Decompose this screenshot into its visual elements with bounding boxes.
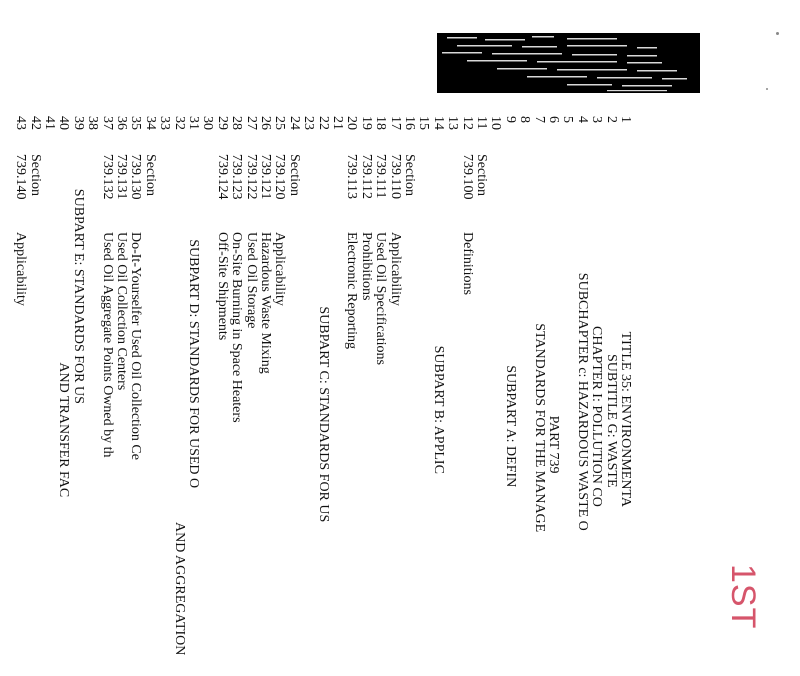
document-line [243,116,257,676]
section-title: Applicability [13,232,29,306]
line-number: 39 [70,116,86,130]
line-number: 15 [416,116,432,130]
heading-text: SUBPART E: STANDARDS FOR US [70,188,86,404]
document-line [488,116,502,676]
line-number: 4 [574,116,590,123]
line-number: 8 [517,116,533,123]
heading-text: SUBPART C: STANDARDS FOR US [315,306,331,523]
line-number: 32 [171,116,187,130]
document-line [214,116,228,676]
section-number: 739.111 [373,154,389,199]
line-number: 26 [258,116,273,130]
document-line [70,116,84,676]
line-number: 12 [459,116,475,130]
line-number: 1 [618,116,633,123]
line-number: 20 [344,116,360,130]
section-number: 739.123 [229,154,245,200]
rotated-text-block [13,116,633,676]
section-title: Prohibitions [358,232,374,301]
document-line [99,116,113,676]
scanned-header-bar [437,33,700,93]
line-number: 43 [13,116,29,130]
line-number: 36 [114,116,129,130]
heading-text: SUBCHAPTER c: HAZARDOUS WASTE O [574,272,590,531]
line-number: 18 [373,116,389,130]
scan-speck [776,32,779,35]
heading-text: SUBTITLE G: WASTE [603,354,619,488]
section-number: 739.100 [459,154,475,200]
line-number: 33 [157,116,173,130]
document-line [416,116,430,676]
line-number: 35 [128,116,144,130]
line-number: 28 [229,116,245,130]
line-number: 23 [301,116,317,130]
line-number: 42 [27,116,43,130]
section-title: Used Oil Collection Centers [114,232,129,391]
section-number: 739.120 [272,154,288,200]
stamp-text: 1ST [724,564,762,630]
section-number: 739.131 [114,154,129,200]
document-line [186,116,200,676]
heading-text: SUBPART D: STANDARDS FOR USED O [186,239,201,489]
document-line [546,116,560,676]
line-number: 14 [430,116,446,130]
heading-text: CHAPTER I: POLLUTION CO [589,326,605,507]
line-number: 9 [502,116,518,123]
section-title: On-Site Burning in Space Heaters [229,232,245,423]
document-line [142,116,156,676]
document-line [56,116,70,676]
section-title: Hazardous Waste Mixing [258,232,273,374]
document-line [272,116,286,676]
document-line [229,116,243,676]
heading-text: PART 739 [546,415,561,474]
section-number: 739.121 [258,154,273,200]
line-number: 34 [142,116,158,130]
line-number: 3 [589,116,605,123]
document-line [258,116,272,676]
line-number: 10 [488,116,504,130]
section-number: Section [142,154,158,196]
document-line [387,116,401,676]
document-line [474,116,488,676]
section-title: Definitions [459,232,475,295]
section-title: Applicability [272,232,288,306]
document-line [301,116,315,676]
section-number: Section [402,154,417,196]
section-number: 739.112 [358,154,374,199]
section-title: Used Oil Specifications [373,232,389,365]
line-number: 40 [56,116,72,130]
heading-text: SUBPART A: DEFIN [502,365,518,488]
document-line [330,116,344,676]
document-line [42,116,56,676]
section-title: Do-It-Yourselfer Used Oil Collection Ce [128,232,144,460]
line-number: 5 [560,116,576,123]
line-number: 38 [85,116,101,130]
line-number: 2 [603,116,619,123]
section-title: Used Oil Storage [243,232,259,329]
heading-text: AND AGGREGATION [171,522,187,656]
section-title: Electronic Reporting [344,232,360,350]
document-line [531,116,545,676]
document-line [502,116,516,676]
section-number: 739.113 [344,154,360,199]
document-line [315,116,329,676]
document-line [13,116,27,676]
heading-text: STANDARDS FOR THE MANAGE [531,323,547,533]
section-number: Section [27,154,43,196]
section-number: 739.132 [99,154,115,200]
document-line [517,116,531,676]
line-number: 24 [286,116,302,130]
line-number: 13 [445,116,461,130]
document-line [589,116,603,676]
section-number: 739.122 [243,154,259,200]
document-line [171,116,185,676]
document-line [157,116,171,676]
document-line [358,116,372,676]
heading-text: AND TRANSFER FAC [56,362,72,498]
document-line [344,116,358,676]
line-number: 22 [315,116,331,130]
red-stamp [724,564,764,630]
document-line [128,116,142,676]
line-number: 29 [214,116,230,130]
document-line [618,116,632,676]
line-number: 37 [99,116,115,130]
scan-noise-graphic [437,33,700,93]
heading-text: SUBPART B: APPLIC [430,345,446,474]
line-number: 31 [186,116,201,130]
section-title: Applicability [387,232,403,306]
document-line [560,116,574,676]
document-line [85,116,99,676]
line-number: 21 [330,116,345,130]
line-number: 41 [42,116,57,130]
line-number: 11 [474,116,489,130]
line-number: 30 [200,116,216,130]
document-line [574,116,588,676]
document-line [27,116,41,676]
section-number: 739.110 [387,154,403,199]
line-number: 19 [358,116,374,130]
section-title: Used Oil Aggregate Points Owned by th [99,232,115,458]
document-line [402,116,416,676]
document-line [603,116,617,676]
document-line [459,116,473,676]
section-number: Section [286,154,302,196]
line-number: 27 [243,116,259,130]
section-number: 739.130 [128,154,144,200]
document-line [430,116,444,676]
document-line [373,116,387,676]
section-number: 739.140 [13,154,29,200]
section-number: Section [474,154,489,196]
scan-speck [766,88,768,90]
document-line [445,116,459,676]
line-number: 6 [546,116,561,123]
line-number: 25 [272,116,288,130]
document-line [114,116,128,676]
line-number: 16 [402,116,417,130]
section-title: Off-Site Shipments [214,232,230,341]
section-number: 739.124 [214,154,230,200]
document-line [200,116,214,676]
heading-text: TITLE 35: ENVIRONMENTA [618,331,633,507]
document-line [286,116,300,676]
line-number: 7 [531,116,547,123]
line-number: 17 [387,116,403,130]
